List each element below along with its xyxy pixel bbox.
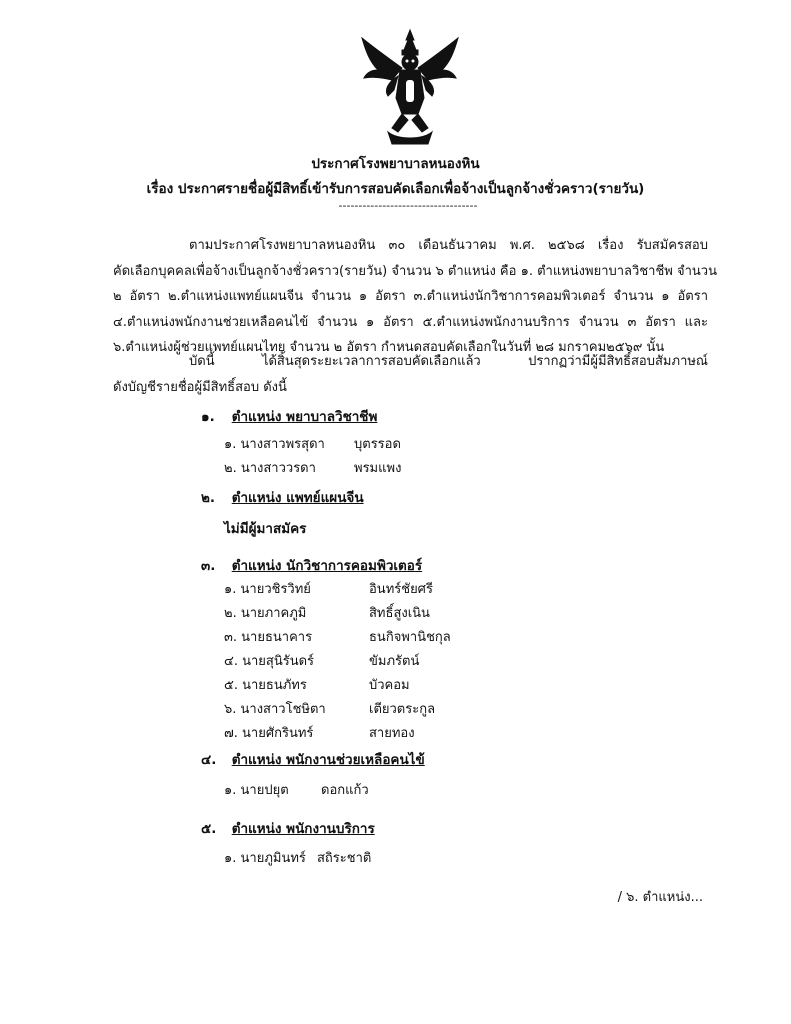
candidate-row — [224, 457, 401, 478]
garuda-emblem-icon — [358, 28, 462, 146]
candidate-name: ๒. นายภาคภูมิ — [224, 606, 307, 621]
document-title: ประกาศโรงพยาบาลหนองหิน — [311, 156, 480, 172]
candidate-row — [224, 847, 371, 868]
intro-paragraph — [113, 233, 717, 361]
candidate-row — [224, 650, 419, 671]
candidate-surname: บัวคอม — [369, 678, 410, 693]
candidate-name: ๑. นายปยุต — [224, 783, 289, 798]
candidate-row — [224, 433, 401, 454]
announcement-line: ดังบัญชีรายชื่อผู้มีสิทธิ์สอบ ดังนี้ — [113, 379, 287, 395]
candidate-surname: ดอกแก้ว — [321, 783, 369, 798]
candidate-name: ๑. นางสาวพรสุดา — [224, 437, 325, 452]
candidate-name: ๓. นายธนาคาร — [224, 630, 313, 645]
position-number: ๒. — [201, 490, 216, 506]
no-applicant-note: ไม่มีผู้มาสมัคร — [224, 521, 307, 537]
candidate-surname: พรมแพง — [354, 461, 402, 476]
intro-line: ตามประกาศโรงพยาบาลหนองหิน ๓๐ เดือนธันวาคม พ.ศ. ๒๕๖๘ เรื่อง รับสมัครสอบ — [189, 238, 708, 253]
position-heading-3 — [201, 554, 422, 576]
candidate-surname: สถิระชาติ — [317, 851, 372, 866]
candidate-name: ๑. นายภูมินทร์ — [224, 851, 306, 866]
position-label: ตำแหน่ง นักวิชาการคอมพิวเตอร์ — [231, 558, 423, 574]
candidate-name: ๔. นายสุนิรันดร์ — [224, 654, 315, 669]
position-heading-1 — [201, 405, 377, 427]
candidate-surname: ขัมภรัตน์ — [369, 654, 420, 669]
intro-line: ๖.ตำแหน่งผู้ช่วยแพทย์แผนไทย จำนวน ๒ อัตรา กำหนดสอบคัดเลือกในวันที่ ๒๘ มกราคม๒๕๖๙ นั้น — [113, 340, 665, 355]
candidate-name: ๗. นายศักรินทร์ — [224, 726, 314, 741]
candidate-row — [224, 779, 369, 800]
candidate-row — [224, 674, 410, 695]
position-number: ๔. — [201, 752, 217, 768]
position-label: ตำแหน่ง พนักงานบริการ — [231, 821, 375, 837]
candidate-surname: อินทร์ชัยศรี — [369, 582, 433, 597]
position-number: ๕. — [201, 821, 217, 837]
intro-line: คัดเลือกบุคคลเพื่อจ้างเป็นลูกจ้างชั่วคราว(รายวัน) จำนวน ๖ ตำแหน่ง คือ ๑. ตำแหน่งพยาบาลวิชาชีพ จำนวน — [113, 263, 717, 279]
candidate-surname: ธนกิจพานิชกุล — [369, 630, 451, 645]
position-label: ตำแหน่ง พยาบาลวิชาชีพ — [231, 409, 378, 425]
announcement-paragraph — [113, 349, 708, 400]
position-heading-2 — [201, 486, 364, 508]
candidate-row — [224, 602, 430, 623]
document-subject: เรื่อง ประกาศรายชื่อผู้มีสิทธิ์เข้ารับการสอบคัดเลือกเพื่อจ้างเป็นลูกจ้างชั่วคราว(รายวัน) — [146, 181, 645, 197]
position-number: ๑. — [201, 409, 215, 425]
candidate-surname: สายทอง — [369, 726, 415, 741]
candidate-surname: บุตรรอด — [354, 437, 401, 452]
position-number: ๓. — [201, 558, 216, 574]
candidate-name: ๕. นายธนภัทร — [224, 678, 307, 693]
candidate-surname: สิทธิ์สูงเนิน — [369, 606, 430, 621]
announcement-line: บัดนี้ ได้สิ้นสุดระยะเวลาการสอบคัดเลือกแล้ว ปรากฏว่ามีผู้มีสิทธิ์สอบสัมภาษณ์ — [189, 354, 708, 369]
position-label: ตำแหน่ง แพทย์แผนจีน — [231, 490, 364, 506]
title-divider: ----------------------------------- — [338, 199, 478, 212]
candidate-row — [224, 578, 433, 599]
candidate-name: ๑. นายวชิรวิทย์ — [224, 582, 311, 597]
position-label: ตำแหน่ง พนักงานช่วยเหลือคนไข้ — [231, 752, 425, 768]
page-continuation: / ๖. ตำแหน่ง... — [617, 890, 703, 905]
candidate-surname: เตียวตระกูล — [369, 702, 436, 717]
intro-line: ๔.ตำแหน่งพนักงานช่วยเหลือคนไข้ จำนวน ๑ อัตรา ๕.ตำแหน่งพนักงานบริการ จำนวน ๓ อัตรา และ — [113, 314, 708, 330]
candidate-row — [224, 626, 451, 647]
candidate-row — [224, 722, 415, 743]
position-heading-5 — [201, 817, 375, 839]
candidate-row — [224, 698, 435, 719]
candidate-name: ๖. นางสาวโชษิตา — [224, 702, 326, 717]
intro-line: ๒ อัตรา ๒.ตำแหน่งแพทย์แผนจีน จำนวน ๑ อัตรา ๓.ตำแหน่งนักวิชาการคอมพิวเตอร์ จำนวน ๑ อัตรา — [113, 289, 708, 304]
candidate-name: ๒. นางสาววรดา — [224, 461, 316, 476]
position-heading-4 — [201, 748, 425, 770]
